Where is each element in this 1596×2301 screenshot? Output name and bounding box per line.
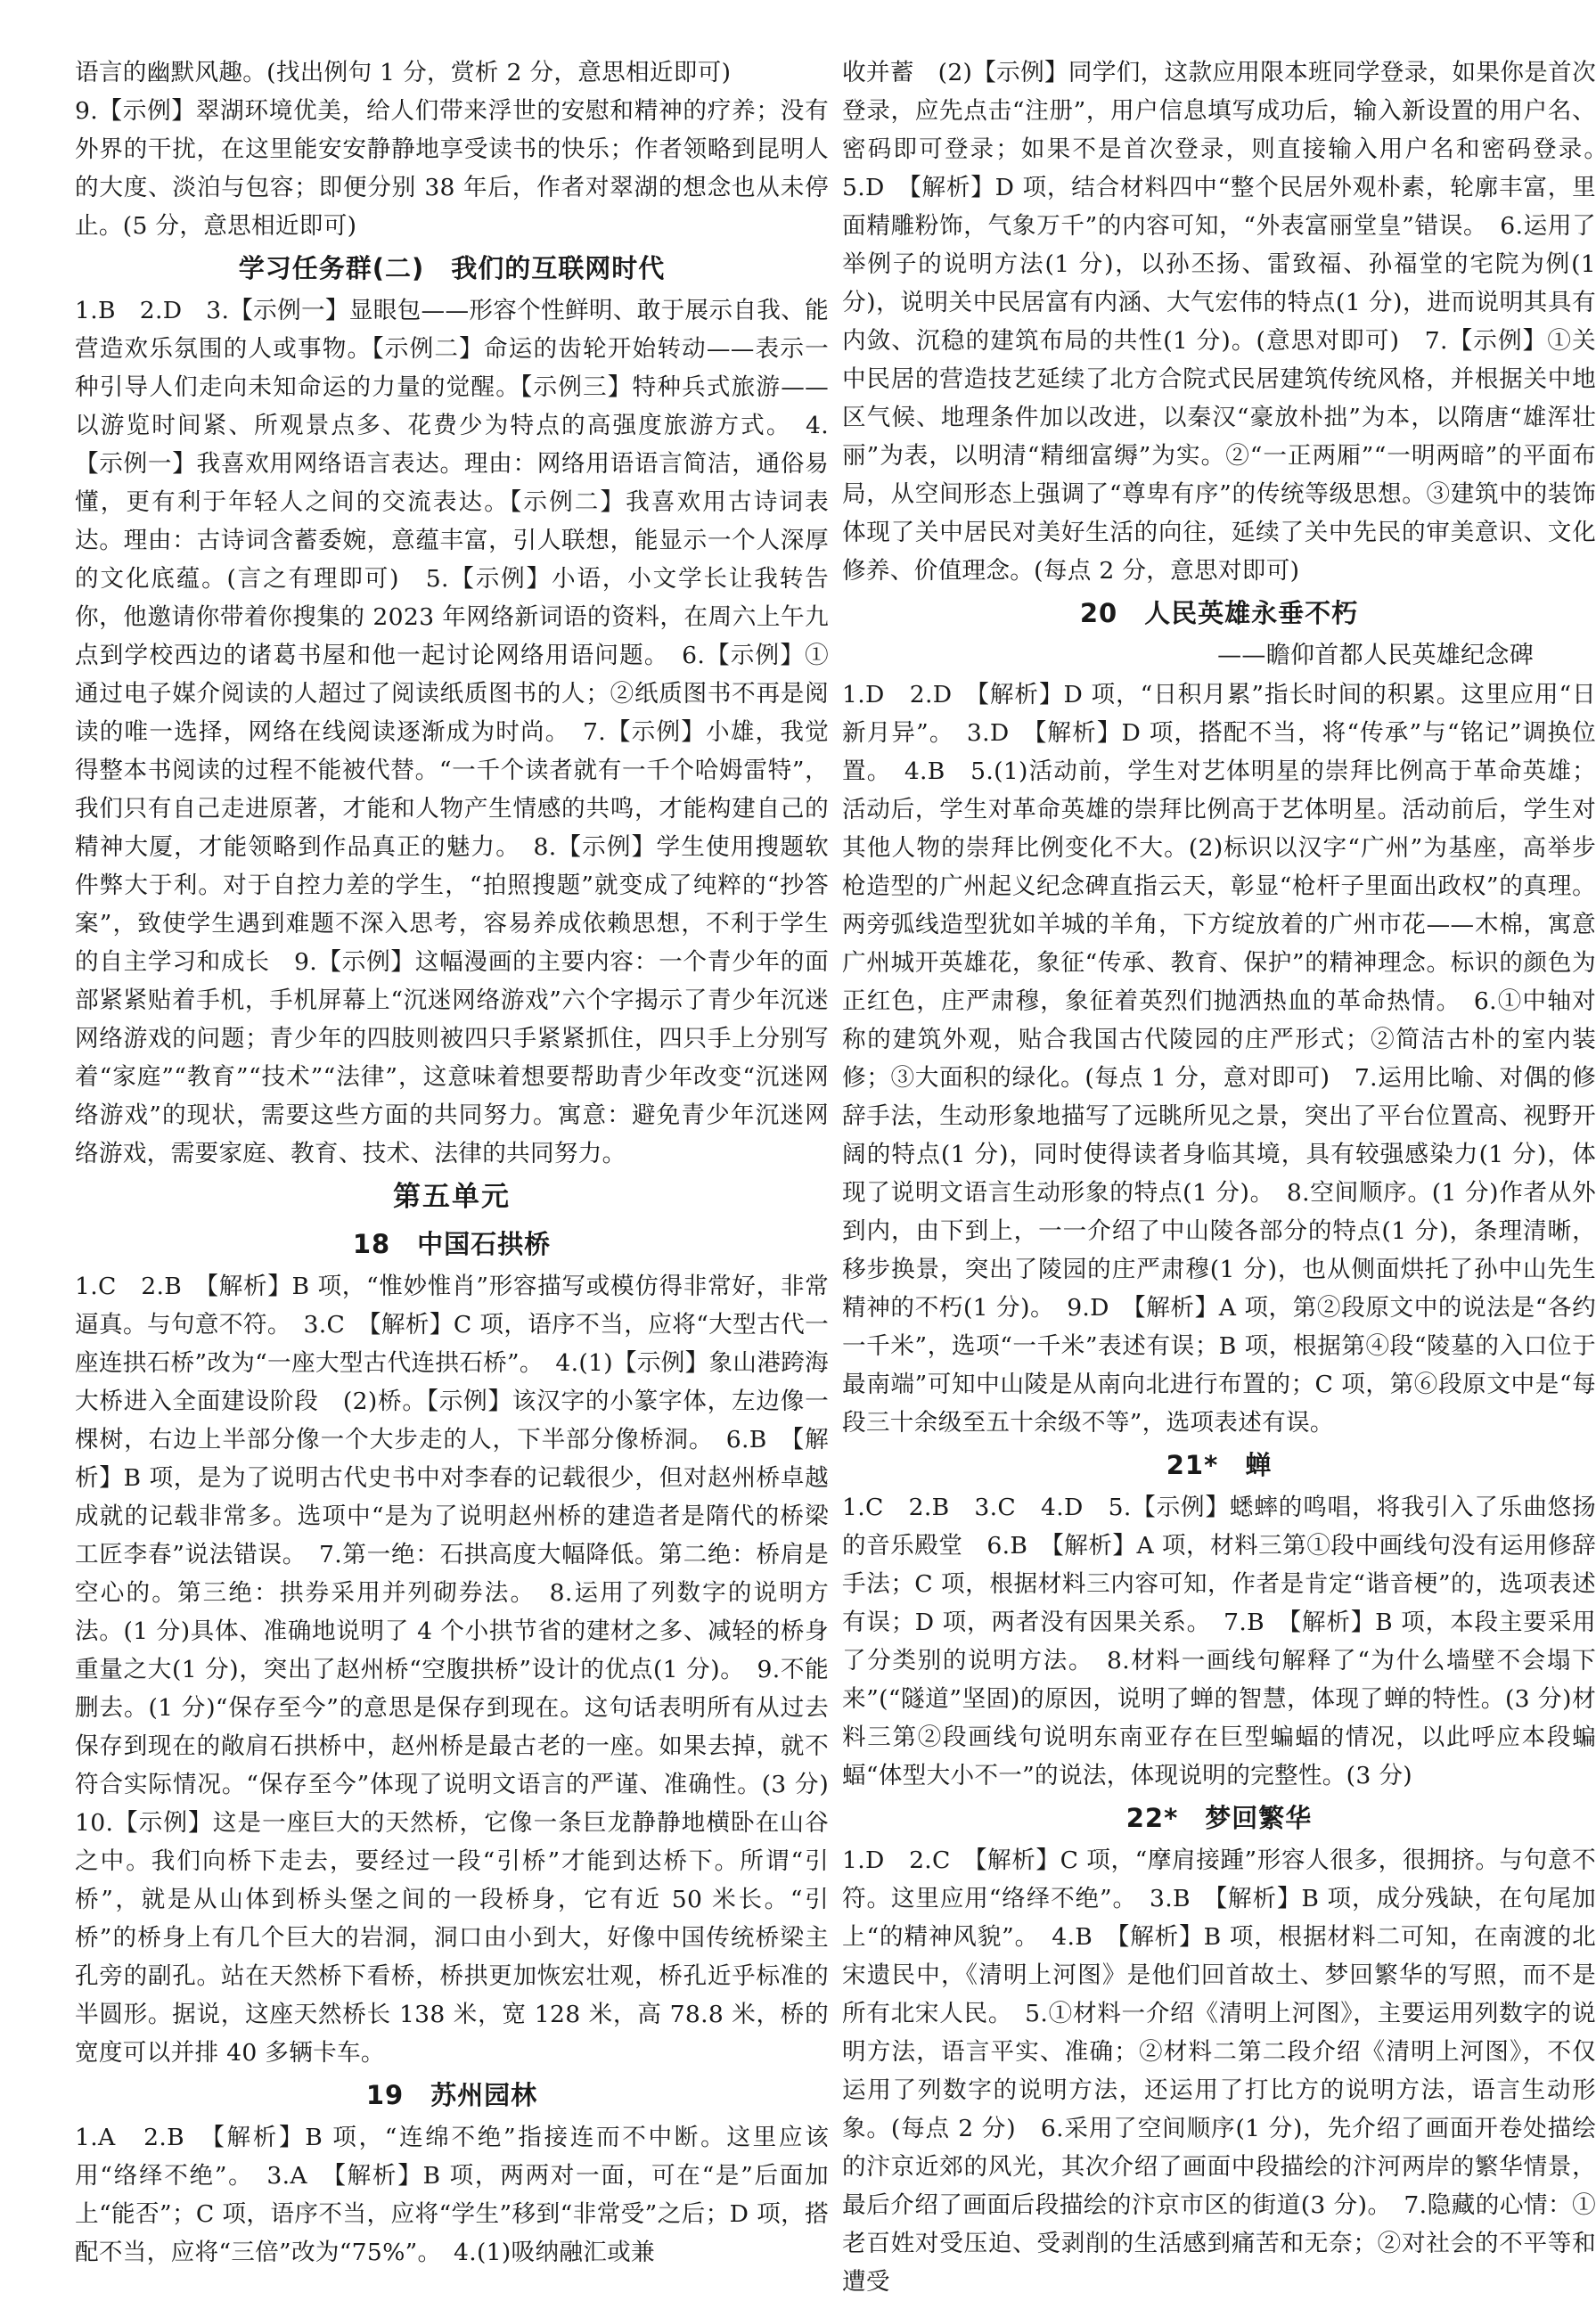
paragraph-lesson-21-answers: 1.C 2.B 3.C 4.D 5.【示例】蟋蟀的鸣唱，将我引入了乐曲悠扬的音乐殿堂 6.B 【解析】A 项，材料三第①段中画线句没有运用修辞手法；C 项，根据材料三内容可知，作者是肯定“谐音梗”的，选项表述有误；D 项，两者没有因果关系。 7.B 【解析】B 项，本段主要采用了分类别的说明方法。 8.材料一画线句解释了“为什么墙壁不会塌下来”(“隧道”坚固)的原因，说明了蝉的智慧，体现了蝉的特性。(3 分)材料三第②段画线句说明东南亚存在巨型蝙蝠的情况，以此呼应本段蝙蝠“体型大小不一”的说法，体现说明的完整性。(3 分) <box>842 1494 1596 1789</box>
section-title-task-group-2: 学习任务群(二) 我们的互联网时代 <box>238 253 666 283</box>
lesson-20-subtitle: ——瞻仰首都人民英雄纪念碑 <box>1217 642 1534 669</box>
lesson-20-title: 20 人民英雄永垂不朽 <box>1079 598 1359 628</box>
paragraph-answer-9: 9.【示例】翠湖环境优美，给人们带来浮世的安慰和精神的疗养；没有外界的干扰，在这里能安安静静地享受读书的快乐；作者领略到昆明人的大度、淡泊与包容；即便分别 38 年后，作者对翠湖的想念也从未停止。(5 分，意思相近即可) <box>75 97 829 240</box>
paragraph-lesson-19-continued: 收并蓄 (2)【示例】同学们，这款应用限本班同学登录，如果你是首次登录，应先点击“注册”，用户信息填写成功后，输入新设置的用户名、密码即可登录；如果不是首次登录，则直接输入用户名和密码登录。 5.D 【解析】D 项，结合材料四中“整个民居外观朴素，轮廓丰富，里面精雕粉饰，气象万千”的内容可知，“外表富丽堂皇”错误。 6.运用了举例子的说明方法(1 分)，以孙丕扬、雷致福、孙福堂的宅院为例(1 分)，说明关中民居富有内涵、大气宏伟的特点(1 分)，进而说明其具有内敛、沉稳的建筑布局的共性(1 分)。(意思对即可) 7.【示例】①关中民居的营造技艺延续了北方合院式民居建筑传统风格，并根据关中地区气候、地理条件加以改进，以秦汉“豪放朴拙”为本，以隋唐“雄浑壮丽”为表，以明清“精细富缛”为实。②“一正两厢”“一明两暗”的平面布局，从空间形态上强调了“尊卑有序”的传统等级思想。③建筑中的装饰体现了关中居民对美好生活的向往，延续了关中先民的审美意识、文化修养、价值理念。(每点 2 分，意思对即可) <box>842 59 1596 585</box>
paragraph-lesson-19-answers: 1.A 2.B 【解析】B 项，“连绵不绝”指接连而不中断。这里应该用“络绎不绝”。 3.A 【解析】B 项，两两对一面，可在“是”后面加上“能否”；C 项，语序不当，应将“学生”移到“非常受”之后；D 项，搭配不当，应将“三倍”改为“75%”。 4.(1)吸纳融汇或兼 <box>75 2124 829 2266</box>
unit-title: 第五单元 <box>393 1181 511 1213</box>
lesson-18-title: 18 中国石拱桥 <box>352 1229 552 1259</box>
left-column <box>75 53 853 2272</box>
lesson-22-title: 22* 梦回繁华 <box>1125 1803 1313 1833</box>
right-column <box>842 53 1596 2301</box>
paragraph-intro: 语言的幽默风趣。(找出例句 1 分，赏析 2 分，意思相近即可) <box>75 59 732 86</box>
paragraph-lesson-18-answers: 1.C 2.B 【解析】B 项，“惟妙惟肖”形容描写或模仿得非常好，非常逼真。与句意不符。 3.C 【解析】C 项，语序不当，应将“大型古代一座连拱石桥”改为“一座大型古代连拱石桥”。 4.(1)【示例】象山港跨海大桥进入全面建设阶段 (2)桥。【示例】该汉字的小篆字体，左边像一棵树，右边上半部分像一个大步走的人，下半部分像桥洞。 6.B 【解析】B 项，是为了说明古代史书中对李春的记载很少，但对赵州桥卓越成就的记载非常多。选项中“是为了说明赵州桥的建造者是隋代的桥梁工匠李春”说法错误。 7.第一绝：石拱高度大幅降低。第二绝：桥肩是空心的。第三绝：拱券采用并列砌券法。 8.运用了列数字的说明方法。(1 分)具体、准确地说明了 4 个小拱节省的建材之多、减轻的桥身重量之大(1 分)，突出了赵州桥“空腹拱桥”设计的优点(1 分)。 9.不能删去。(1 分)“保存至今”的意思是保存到现在。这句话表明所有从过去保存到现在的敞肩石拱桥中，赵州桥是最古老的一座。如果去掉，就不符合实际情况。“保存至今”体现了说明文语言的严谨、准确性。(3 分) 10.【示例】这是一座巨大的天然桥，它像一条巨龙静静地横卧在山谷之中。我们向桥下走去，要经过一段“引桥”才能到达桥下。所谓“引桥”，就是从山体到桥头堡之间的一段桥身，它有近 50 米长。“引桥”的桥身上有几个巨大的岩洞，洞口由小到大，好像中国传统桥梁主孔旁的副孔。站在天然桥下看桥，桥拱更加恢宏壮观，桥孔近乎标准的半圆形。据说，这座天然桥长 138 米，宽 128 米，高 78.8 米，桥的宽度可以并排 40 多辆卡车。 <box>75 1273 853 2067</box>
paragraph-task-group-2-answers: 1.B 2.D 3.【示例一】显眼包——形容个性鲜明、敢于展示自我、能营造欢乐氛围的人或事物。【示例二】命运的齿轮开始转动——表示一种引导人们走向未知命运的力量的觉醒。【示例三】特种兵式旅游——以游览时间紧、所观景点多、花费少为特点的高强度旅游方式。 4.【示例一】我喜欢用网络语言表达。理由：网络用语语言简洁，通俗易懂，更有利于年轻人之间的交流表达。【示例二】我喜欢用古诗词表达。理由：古诗词含蓄委婉，意蕴丰富，引人联想，能显示一个人深厚的文化底蕴。(言之有理即可) 5.【示例】小语，小文学长让我转告你，他邀请你带着你搜集的 2023 年网络新词语的资料，在周六上午九点到学校西边的诸葛书屋和他一起讨论网络用语问题。 6.【示例】①通过电子媒介阅读的人超过了阅读纸质图书的人；②纸质图书不再是阅读的唯一选择，网络在线阅读逐渐成为时尚。 7.【示例】小雄，我觉得整本书阅读的过程不能被代替。“一千个读者就有一千个哈姆雷特”，我们只有自己走进原著，才能和人物产生情感的共鸣，才能构建自己的精神大厦，才能领略到作品真正的魅力。 8.【示例】学生使用搜题软件弊大于利。对于自控力差的学生，“拍照搜题”就变成了纯粹的“抄答案”，致使学生遇到难题不深入思考，容易养成依赖思想，不利于学生的自主学习和成长 9.【示例】这幅漫画的主要内容：一个青少年的面部紧紧贴着手机，手机屏幕上“沉迷网络游戏”六个字揭示了青少年沉迷网络游戏的问题；青少年的四肢则被四只手紧紧抓住，四只手上分别写着“家庭”“教育”“技术”“法律”，这意味着想要帮助青少年改变“沉迷网络游戏”的现状，需要这些方面的共同努力。寓意：避免青少年沉迷网络游戏，需要家庭、教育、技术、法律的共同努力。 <box>75 297 829 1167</box>
paragraph-lesson-20-answers: 1.D 2.D 【解析】D 项，“日积月累”指长时间的积累。这里应用“日新月异”。 3.D 【解析】D 项，搭配不当，将“传承”与“铭记”调换位置。 4.B 5.(1)活动前，学生对艺体明星的崇拜比例高于革命英雄；活动后，学生对革命英雄的崇拜比例高于艺体明星。活动前后，学生对其他人物的崇拜比例变化不大。(2)标识以汉字“广州”为基座，高举步枪造型的广州起义纪念碑直指云天，彰显“枪杆子里面出政权”的真理。两旁弧线造型犹如羊城的羊角，下方绽放着的广州市花——木棉，寓意广州城开英雄花，象征“传承、教育、保护”的精神理念。标识的颜色为正红色，庄严肃穆，象征着英烈们抛洒热血的革命热情。 6.①中轴对称的建筑外观，贴合我国古代陵园的庄严形式；②简洁古朴的室内装修；③大面积的绿化。(每点 1 分，意对即可) 7.运用比喻、对偶的修辞手法，生动形象地描写了远眺所见之景，突出了平台位置高、视野开阔的特点(1 分)，同时使得读者身临其境，具有较强感染力(1 分)，体现了说明文语言生动形象的特点(1 分)。 8.空间顺序。(1 分)作者从外到内，由下到上，一一介绍了中山陵各部分的特点(1 分)，条理清晰，移步换景，突出了陵园的庄严肃穆(1 分)，也从侧面烘托了孙中山先生精神的不朽(1 分)。 9.D 【解析】A 项，第②段原文中的说法是“各约一千米”，选项“一千米”表述有误；B 项，根据第④段“陵墓的入口位于最南端”可知中山陵是从南向北进行布置的；C 项，第⑥段原文中是“每段三十余级至五十余级不等”，选项表述有误。 <box>842 681 1596 1437</box>
lesson-19-title: 19 苏州园林 <box>365 2080 538 2110</box>
lesson-21-title: 21* 蝉 <box>1166 1450 1273 1480</box>
paragraph-lesson-22-answers: 1.D 2.C 【解析】C 项，“摩肩接踵”形容人很多，很拥挤。与句意不符。这里应用“络绎不绝”。 3.B 【解析】B 项，成分残缺，在句尾加上“的精神风貌”。 4.B 【解析】B 项，根据材料二可知，在南渡的北宋遗民中，《清明上河图》是他们回首故土、梦回繁华的写照，而不是所有北宋人民。 5.①材料一介绍《清明上河图》，主要运用列数字的说明方法，语言平实、准确；②材料二第二段介绍《清明上河图》，不仅运用了列数字的说明方法，还运用了打比方的说明方法，语言生动形象。(每点 2 分) 6.采用了空间顺序(1 分)，先介绍了画面开卷处描绘的汴京近郊的风光，其次介绍了画面中段描绘的汴河两岸的繁华情景，最后介绍了画面后段描绘的汴京市区的街道(3 分)。 7.隐藏的心情：①老百姓对受压迫、受剥削的生活感到痛苦和无奈；②对社会的不平等和遭受 <box>842 1847 1596 2296</box>
